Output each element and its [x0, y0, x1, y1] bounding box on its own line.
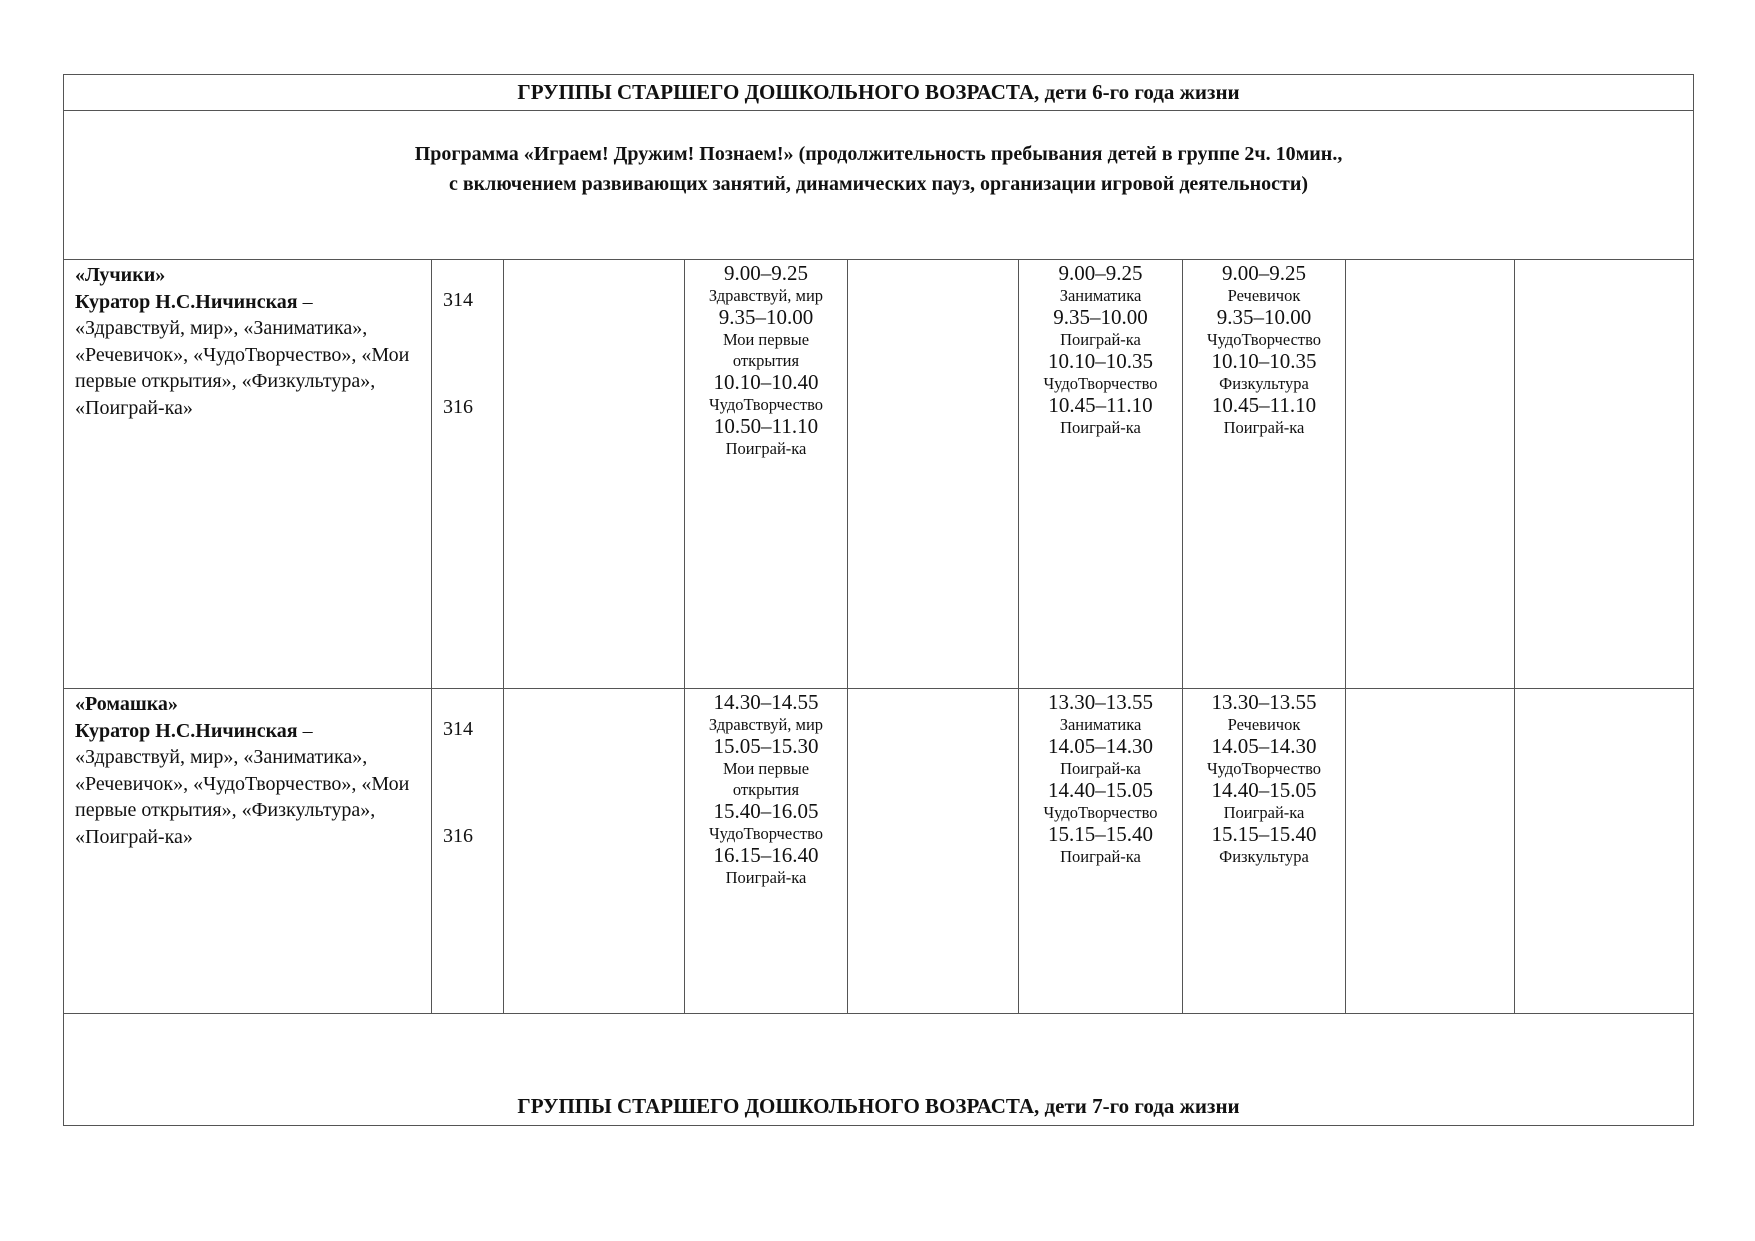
slot-time: 14.40–15.05: [1211, 778, 1317, 802]
slot-time: 14.40–15.05: [1048, 778, 1153, 802]
slot-activity: Речевичок: [1227, 715, 1301, 734]
room-cell: [432, 689, 504, 1014]
day-schedule-cell: [685, 260, 848, 689]
slot-time: 10.10–10.35: [1048, 349, 1153, 373]
room-number: 314: [443, 718, 473, 740]
slot-time: 15.40–16.05: [713, 799, 819, 823]
day-schedule-cell: [1515, 689, 1694, 1014]
slot-time: 10.45–11.10: [1048, 393, 1153, 417]
slot-activity: Здравствуй, мир: [708, 715, 824, 734]
room-number: 314: [443, 289, 473, 311]
group-row: [64, 689, 1694, 1014]
slot-time: 9.00–9.25: [1222, 261, 1306, 285]
day-schedule-cell: [848, 260, 1019, 689]
group-curator: Куратор Н.С.Ничинская: [75, 719, 298, 742]
day-schedule-cell: [1183, 260, 1346, 689]
slot-activity: ЧудоТворчество: [1043, 803, 1158, 822]
slot-activity: ЧудоТворчество: [708, 824, 824, 843]
group-info: [64, 689, 432, 1014]
table-title: ГРУППЫ СТАРШЕГО ДОШКОЛЬНОГО ВОЗРАСТА, дети 6-го года жизни: [64, 75, 1694, 111]
slot-activity: Заниматика: [1059, 715, 1142, 734]
day-schedule-cell: [685, 689, 848, 1014]
day-schedule-cell: [1019, 689, 1183, 1014]
day-schedule-cell: [1515, 260, 1694, 689]
slot-activity: ЧудоТворчество: [1043, 374, 1158, 393]
next-section-title: ГРУППЫ СТАРШЕГО ДОШКОЛЬНОГО ВОЗРАСТА, дети 7-го года жизни: [64, 1014, 1694, 1126]
group-row: [64, 260, 1694, 689]
slot-time: 10.10–10.35: [1211, 349, 1317, 373]
slot-time: 9.00–9.25: [724, 261, 808, 285]
day-schedule-cell: [1346, 260, 1515, 689]
program-description: [64, 111, 1694, 260]
group-curator: Куратор Н.С.Ничинская: [75, 290, 298, 313]
slot-time: 14.05–14.30: [1048, 734, 1153, 758]
slot-activity: Поиграй-ка: [725, 439, 807, 458]
slot-time: 15.05–15.30: [713, 734, 819, 758]
slot-activity: Физкультура: [1219, 374, 1309, 393]
day-schedule-cell: [504, 689, 685, 1014]
slot-activity: ЧудоТворчество: [1206, 330, 1322, 349]
slot-activity: Поиграй-ка: [1060, 418, 1141, 437]
slot-activity: Здравствуй, мир: [708, 286, 824, 305]
room-number: 316: [443, 825, 473, 847]
program-duration: (продолжительность пребывания детей в группе 2ч. 10мин.,: [793, 143, 1343, 165]
slot-time: 14.30–14.55: [713, 690, 819, 714]
day-schedule-cell: [504, 260, 685, 689]
group-info: [64, 260, 432, 689]
group-name: «Лучики»: [75, 264, 166, 286]
program-line-2: с включением развивающих занятий, динамических пауз, организации игровой деятельности): [448, 173, 1309, 195]
slot-activity: Поиграй-ка: [1060, 759, 1141, 778]
slot-activity: Поиграй-ка: [725, 868, 807, 887]
slot-activity: Заниматика: [1059, 286, 1142, 305]
slot-activity: Поиграй-ка: [1223, 803, 1305, 822]
slot-time: 10.45–11.10: [1211, 393, 1317, 417]
slot-time: 15.15–15.40: [1048, 822, 1153, 846]
slot-time: 9.35–10.00: [1053, 305, 1148, 329]
slot-time: 10.10–10.40: [713, 370, 819, 394]
schedule-table: [63, 74, 1694, 1126]
day-schedule-cell: [1183, 689, 1346, 1014]
group-name: «Ромашка»: [75, 693, 178, 715]
group-activities: – «Здравствуй, мир», «Заниматика», «Речевичок», «ЧудоТворчество», «Мои первые открытия», «Физкультура», «Поиграй-ка»: [75, 719, 410, 848]
slot-time: 9.00–9.25: [1058, 261, 1143, 285]
day-schedule-cell: [1346, 689, 1515, 1014]
slot-time: 10.50–11.10: [713, 414, 819, 438]
slot-time: 13.30–13.55: [1211, 690, 1317, 714]
slot-activity: Поиграй-ка: [1060, 847, 1141, 866]
slot-activity: Физкультура: [1219, 847, 1309, 866]
day-schedule-cell: [1019, 260, 1183, 689]
slot-activity: Мои первые открытия: [722, 330, 810, 370]
program-line-1: [64, 139, 1693, 169]
slot-activity: Поиграй-ка: [1060, 330, 1141, 349]
slot-activity: ЧудоТворчество: [1206, 759, 1322, 778]
slot-activity: Поиграй-ка: [1223, 418, 1305, 437]
room-cell: [432, 260, 504, 689]
program-name: Программа «Играем! Дружим! Познаем!»: [414, 143, 794, 165]
slot-activity: Мои первые открытия: [722, 759, 810, 799]
slot-time: 13.30–13.55: [1048, 690, 1153, 714]
group-activities: – «Здравствуй, мир», «Заниматика», «Речевичок», «ЧудоТворчество», «Мои первые открытия», «Физкультура», «Поиграй-ка»: [75, 290, 410, 419]
slot-activity: ЧудоТворчество: [708, 395, 824, 414]
day-schedule-cell: [848, 689, 1019, 1014]
slot-time: 9.35–10.00: [1216, 305, 1312, 329]
slot-time: 14.05–14.30: [1211, 734, 1317, 758]
slot-activity: Речевичок: [1227, 286, 1301, 305]
slot-time: 9.35–10.00: [718, 305, 814, 329]
slot-time: 15.15–15.40: [1211, 822, 1317, 846]
slot-time: 16.15–16.40: [713, 843, 819, 867]
room-number: 316: [443, 396, 473, 418]
